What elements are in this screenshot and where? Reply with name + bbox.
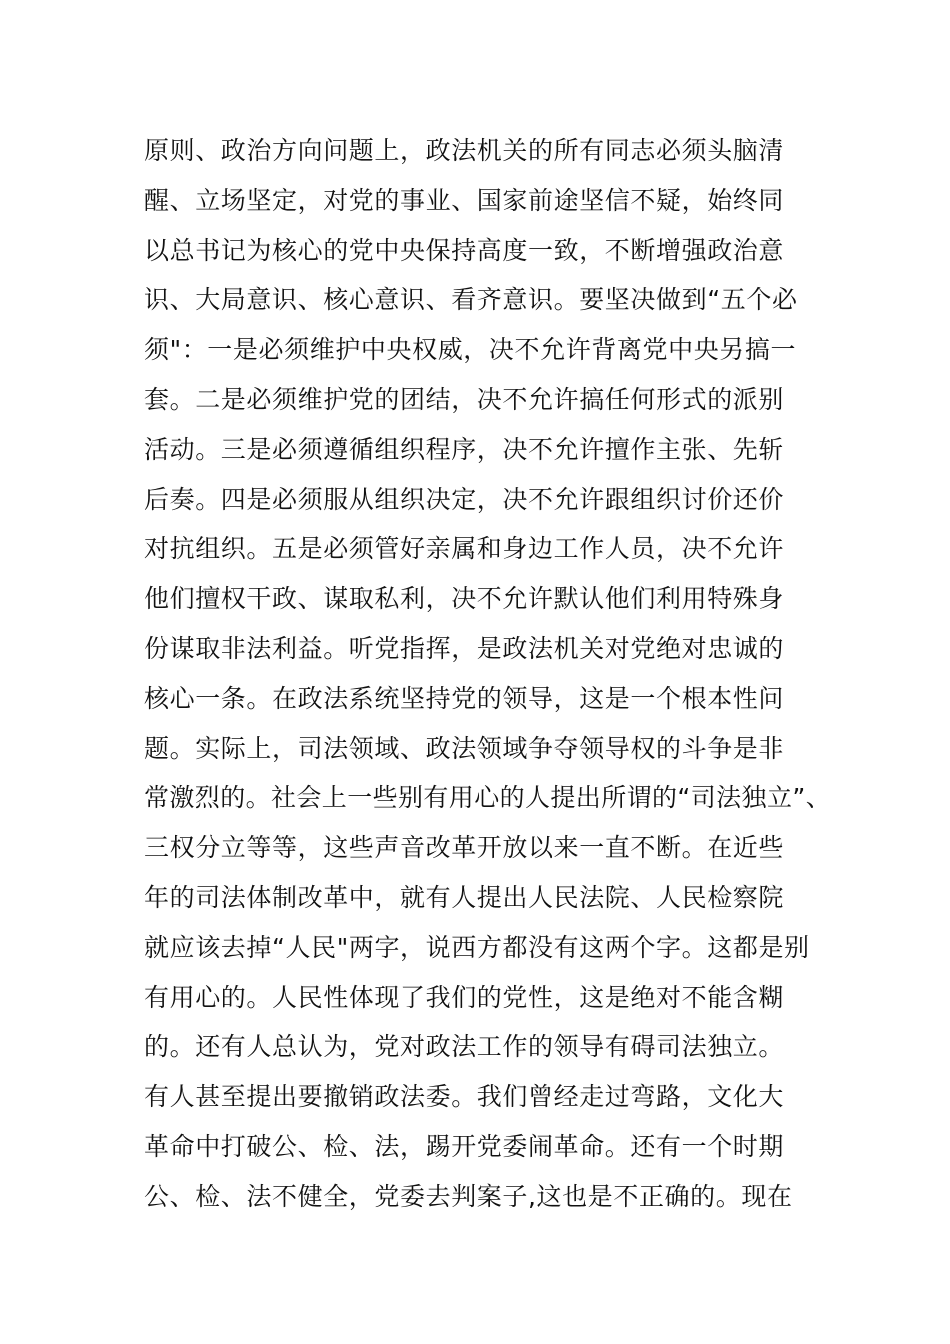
text-line: 以总书记为核心的党中央保持高度一致，不断增强政治意 — [144, 235, 785, 265]
text-line: 有用心的。人民性体现了我们的党性，这是绝对不能含糊 — [144, 982, 785, 1012]
text-line: 识、大局意识、核心意识、看齐意识。要坚决做到“五个必 — [144, 285, 798, 315]
text-line: 后奏。四是必须服从组织决定，决不允许跟组织讨价还价 — [144, 484, 785, 514]
text-line: 原则、政治方向问题上，政法机关的所有同志必须头脑清 — [144, 136, 785, 165]
text-line: 份谋取非法利益。听党指挥，是政法机关对党绝对忠诚的 — [144, 633, 785, 663]
text-line: 套。二是必须维护党的团结，决不允许搞任何形式的派别 — [144, 384, 785, 414]
text-line: 的。还有人总认为，党对政法工作的领导有碍司法独立。 — [144, 1032, 785, 1062]
text-line: 革命中打破公、检、法，踢开党委闹革命。还有一个时期 — [144, 1131, 785, 1161]
text-line: 题。实际上，司法领域、政法领域争夺领导权的斗争是非 — [144, 733, 785, 763]
text-line: 须"：一是必须维护中央权威，决不允许背离党中央另搞一 — [144, 335, 797, 365]
body-paragraph — [144, 126, 832, 1222]
text-line: 三权分立等等，这些声音改革开放以来一直不断。在近些 — [144, 833, 785, 863]
text-line: 就应该去掉“人民"两字，说西方都没有这两个字。这都是别 — [144, 932, 810, 962]
text-line: 活动。三是必须遵循组织程序，决不允许擅作主张、先斩 — [144, 434, 785, 464]
text-line: 醒、立场坚定，对党的事业、国家前途坚信不疑，始终同 — [144, 185, 785, 215]
text-line: 年的司法体制改革中，就有人提出人民法院、人民检察院 — [144, 882, 785, 912]
text-line: 有人甚至提出要撤销政法委。我们曾经走过弯路，文化大 — [144, 1082, 785, 1112]
text-line: 常激烈的。社会上一些别有用心的人提出所谓的“司法独立”、 — [144, 783, 832, 813]
text-line: 对抗组织。五是必须管好亲属和身边工作人员，决不允许 — [144, 534, 785, 564]
text-line: 公、检、法不健全，党委去判案子,这也是不正确的。现在 — [144, 1181, 793, 1211]
text-line: 核心一条。在政法系统坚持党的领导，这是一个根本性问 — [144, 683, 785, 713]
text-line: 他们擅权干政、谋取私利，决不允许默认他们利用特殊身 — [144, 584, 785, 614]
